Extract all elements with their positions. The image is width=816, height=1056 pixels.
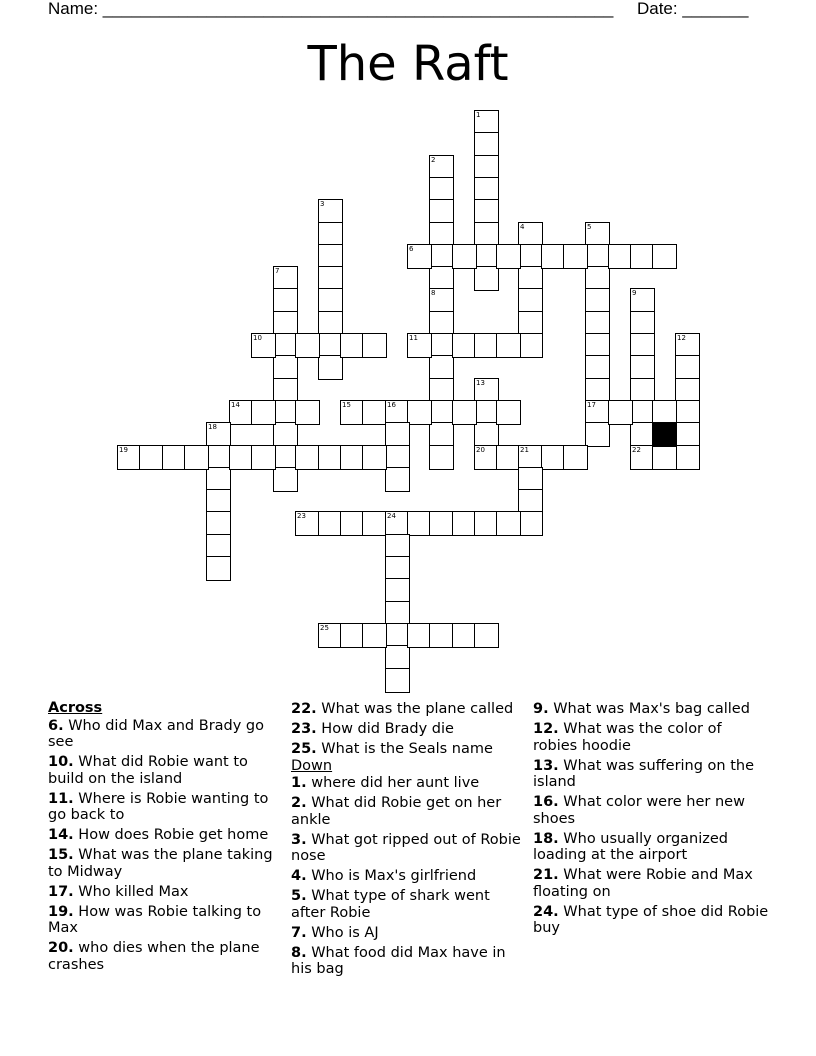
grid-cell[interactable] [518,288,543,313]
clue-number-label: 12 [677,334,686,342]
grid-cell[interactable] [675,422,700,447]
grid-cell[interactable] [362,445,387,470]
clue-number: 2. [291,795,307,811]
grid-cell[interactable] [295,445,320,470]
grid-cell[interactable] [474,623,499,648]
grid-cell[interactable] [585,422,610,447]
clue-number-label: 15 [342,401,351,409]
grid-cell[interactable] [385,467,410,492]
clue-item [291,721,527,738]
clue-number: 21. [533,867,559,883]
grid-cell[interactable] [452,244,477,269]
grid-cell[interactable] [608,400,633,425]
clue-number: 14. [48,827,74,843]
grid-cell[interactable] [652,244,677,269]
grid-cell[interactable] [429,623,454,648]
clue-number: 9. [533,701,549,717]
clue-text: What type of shoe did Robie buy [533,903,769,936]
grid-cell[interactable] [563,244,588,269]
name-date-line [48,0,808,20]
clue-item [48,827,284,844]
grid-cell[interactable] [251,333,276,358]
grid-cell[interactable] [407,244,432,269]
grid-cell[interactable] [206,422,231,447]
clue-number-label: 10 [253,334,262,342]
grid-cell[interactable] [273,288,298,313]
clue-number-label: 21 [520,446,529,454]
clue-number: 8. [291,944,307,961]
grid-cell[interactable] [184,445,209,470]
clue-number-label: 11 [409,334,418,342]
clue-number-label: 1 [476,111,481,119]
clue-item [291,945,527,978]
clue-item [291,741,527,758]
grid-cell[interactable] [206,556,231,581]
clue-number: 16. [533,794,559,810]
clue-number: 1. [291,775,307,791]
grid-cell[interactable] [251,445,276,470]
grid-cell[interactable] [295,400,320,425]
grid-cell[interactable] [429,511,454,536]
grid-cell[interactable] [362,511,387,536]
clue-number: 5. [291,888,307,904]
clue-number-label: 14 [231,401,240,409]
name-field-label[interactable]: Name: ______________________________________________________ [48,0,614,18]
clue-number-label: 18 [208,423,217,431]
clue-text: What was the plane called [316,701,514,717]
grid-cell[interactable] [407,333,432,358]
clue-number: 7. [291,924,307,941]
clue-number-label: 16 [387,401,396,409]
grid-cell[interactable] [474,266,499,291]
grid-cell[interactable] [585,355,610,380]
clue-item [291,795,527,828]
clue-number-label: 20 [476,446,485,454]
clue-number-label: 3 [320,200,325,208]
grid-cell[interactable] [273,467,298,492]
grid-cell[interactable] [362,623,387,648]
clue-text: What was the color of robies hoodie [533,721,722,754]
clue-text: Who did Max and Brady go see [48,717,265,750]
clue-column-3 [533,700,769,937]
date-field-label[interactable]: Date: _______ [636,0,749,18]
clue-number: 3. [291,831,307,848]
grid-cell[interactable] [385,668,410,693]
clue-text: who dies when the plane crashes [48,940,260,973]
clue-item [533,794,769,827]
clue-number-label: 17 [587,401,596,409]
clue-number: 23. [291,721,317,737]
clue-number-label: 7 [275,267,280,275]
grid-cell[interactable] [675,445,700,470]
clue-number: 12. [533,721,559,737]
grid-cell[interactable] [675,355,700,380]
grid-cell[interactable] [518,333,543,358]
grid-cell[interactable] [474,132,499,157]
grid-cell[interactable] [496,400,521,425]
grid-cell[interactable] [318,288,343,313]
grid-cell[interactable] [318,355,343,380]
clue-column-1 [48,700,284,973]
grid-cell[interactable] [362,333,387,358]
grid-cell[interactable] [139,445,164,470]
clue-number: 19. [48,903,74,920]
clue-item [291,701,527,718]
clue-item [48,791,284,824]
clue-item [48,904,284,937]
clue-number: 10. [48,754,74,770]
grid-cell[interactable] [518,511,543,536]
grid-cell[interactable] [206,511,231,536]
clue-number-label: 4 [520,223,525,231]
clue-text: What type of shark went after Robie [291,888,490,921]
grid-cell[interactable] [429,445,454,470]
clue-number: 4. [291,868,307,884]
grid-cell[interactable] [295,511,320,536]
grid-cell[interactable] [385,645,410,670]
clue-number: 15. [48,847,74,863]
grid-cell[interactable] [474,199,499,224]
clue-text: What was the plane taking to Midway [48,847,273,880]
clue-number-label: 13 [476,379,485,387]
clue-number-label: 22 [632,446,641,454]
clue-text: How did Brady die [316,721,454,737]
clue-number: 17. [48,883,74,900]
clue-number: 11. [48,790,74,807]
grid-black-square [652,422,677,447]
clue-text: What food did Max have in his bag [291,944,506,977]
grid-cell[interactable] [385,422,410,447]
clue-number-label: 6 [409,245,414,253]
grid-cell[interactable] [251,400,276,425]
clue-item [48,718,284,751]
down-heading: Down [291,757,333,774]
clue-item [533,758,769,791]
clue-item [291,868,527,885]
grid-cell[interactable] [563,445,588,470]
clue-text: What did Robie get on her ankle [291,795,502,828]
clue-item [533,701,769,718]
header-gap [613,0,637,18]
across-heading: Across [48,700,103,716]
clue-number-label: 8 [431,289,436,297]
clue-item [48,884,284,901]
grid-cell[interactable] [318,199,343,224]
clue-text: where did her aunt live [306,775,480,791]
clue-text: Who killed Max [73,883,189,900]
clue-item [291,888,527,921]
grid-cell[interactable] [452,400,477,425]
clue-number-label: 19 [119,446,128,454]
clue-number-label: 25 [320,624,329,632]
clue-item [533,904,769,937]
grid-cell[interactable] [407,400,432,425]
clue-text: What color were her new shoes [533,794,745,827]
grid-cell[interactable] [652,445,677,470]
clue-item [291,832,527,865]
clue-text: What was Max's bag called [548,701,750,717]
clue-text: How was Robie talking to Max [48,903,262,936]
clue-number-label: 2 [431,156,436,164]
grid-cell[interactable] [385,578,410,603]
grid-cell[interactable] [496,244,521,269]
page-title: The Raft [307,36,509,92]
clue-item [533,831,769,864]
grid-cell[interactable] [295,333,320,358]
grid-cell[interactable] [474,422,499,447]
grid-cell[interactable] [429,422,454,447]
clue-number: 6. [48,717,64,734]
grid-cell[interactable] [273,355,298,380]
grid-cell[interactable] [585,288,610,313]
grid-cell[interactable] [630,355,655,380]
clue-text: What got ripped out of Robie nose [291,831,521,864]
clue-text: Who usually organized loading at the airport [533,830,728,863]
clue-text: What is the Seals name [316,741,493,757]
grid-cell[interactable] [496,333,521,358]
clue-number: 22. [291,701,317,717]
clue-number-label: 5 [587,223,592,231]
clue-number-label: 23 [297,512,306,520]
grid-cell[interactable] [429,288,454,313]
clue-text: Where is Robie wanting to go back to [48,790,269,823]
clue-item [48,940,284,973]
clue-text: How does Robie get home [73,827,269,843]
clue-number: 24. [533,903,559,920]
grid-cell[interactable] [273,422,298,447]
clue-item [533,721,769,754]
clue-item [48,754,284,787]
clue-text: Who is AJ [306,924,379,941]
clue-item [533,867,769,900]
grid-cell[interactable] [429,199,454,224]
grid-cell[interactable] [630,288,655,313]
clue-item [291,925,527,942]
clue-item [48,847,284,880]
clue-text: What did Robie want to build on the island [48,754,248,787]
clue-number-label: 24 [387,512,396,520]
clue-text: What was suffering on the island [533,757,755,790]
clue-number-label: 9 [632,289,637,297]
clue-item [291,775,527,792]
clue-column-2 [291,700,527,978]
grid-cell[interactable] [362,400,387,425]
clue-text: What were Robie and Max floating on [533,867,753,900]
clue-number: 20. [48,940,74,956]
clue-number: 18. [533,830,559,847]
grid-cell[interactable] [429,355,454,380]
clue-text: Who is Max's girlfriend [306,868,477,884]
grid-cell[interactable] [496,511,521,536]
clue-number: 13. [533,757,559,774]
clue-number: 25. [291,741,317,757]
